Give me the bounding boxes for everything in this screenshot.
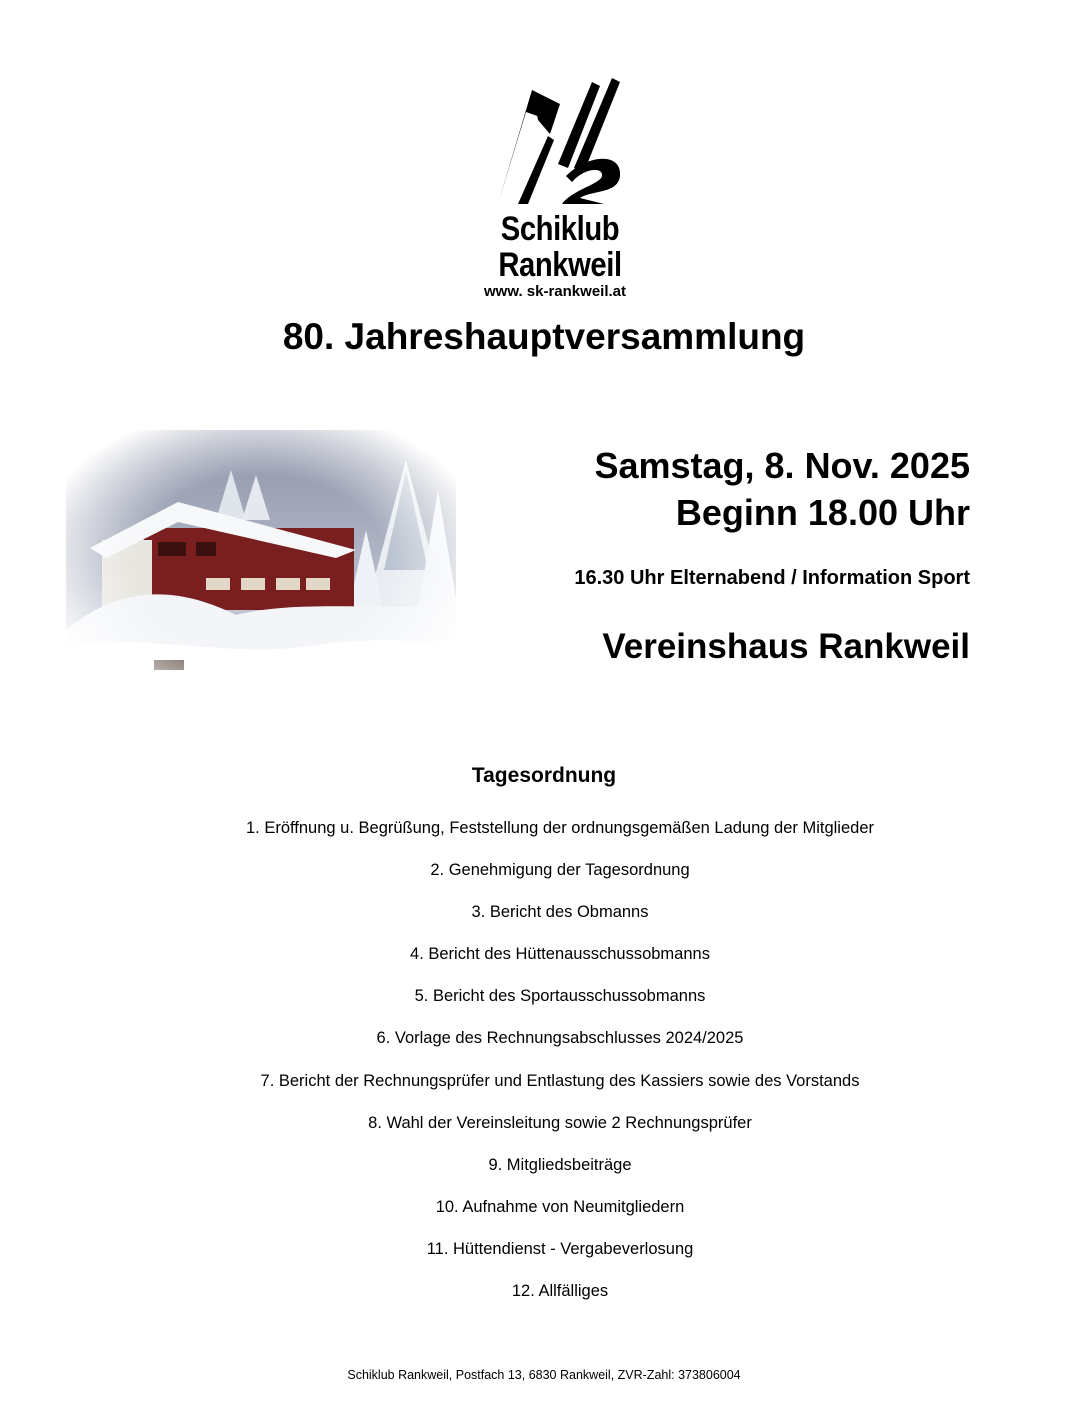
club-logo bbox=[470, 72, 660, 308]
agenda-item: 4. Bericht des Hüttenausschussobmanns bbox=[410, 945, 710, 964]
agenda-list bbox=[110, 818, 1010, 1323]
event-date: Samstag, 8. Nov. 2025 bbox=[594, 445, 970, 486]
website-url[interactable]: www. sk-rankweil.at bbox=[484, 283, 626, 300]
agenda-item: 10. Aufnahme von Neumitgliedern bbox=[435, 1197, 685, 1216]
logo-name-line1: Schiklub bbox=[500, 210, 620, 248]
agenda-item: 8. Wahl der Vereinsleitung sowie 2 Rechnungsprüfer bbox=[368, 1113, 752, 1132]
agenda-item: 12. Allfälliges bbox=[511, 1282, 609, 1301]
agenda-heading: Tagesordnung bbox=[471, 764, 617, 787]
agenda-item: 11. Hüttendienst - Vergabeverlosung bbox=[426, 1239, 694, 1258]
footer-address: Schiklub Rankweil, Postfach 13, 6830 Rankweil, ZVR-Zahl: 373806004 bbox=[347, 1368, 741, 1382]
snowy-hut-photo bbox=[66, 430, 456, 702]
page-title: 80. Jahreshauptversammlung bbox=[282, 316, 806, 357]
agenda-item: 6. Vorlage des Rechnungsabschlusses 2024/2025 bbox=[376, 1029, 744, 1048]
agenda-item: 9. Mitgliedsbeiträge bbox=[488, 1155, 632, 1174]
event-venue: Vereinshaus Rankweil bbox=[602, 627, 970, 666]
logo-name-line2: Rankweil bbox=[498, 246, 622, 284]
agenda-item: 1. Eröffnung u. Begrüßung, Feststellung der ordnungsgemäßen Ladung der Mitglieder bbox=[245, 819, 874, 837]
parents-evening-info: 16.30 Uhr Elternabend / Information Sport bbox=[574, 567, 970, 589]
event-start-time: Beginn 18.00 Uhr bbox=[675, 492, 970, 533]
ski-logo-mark bbox=[488, 76, 628, 211]
agenda-item: 5. Bericht des Sportausschussobmanns bbox=[414, 987, 706, 1006]
agenda-item: 3. Bericht des Obmanns bbox=[471, 903, 649, 922]
agenda-item: 7. Bericht der Rechnungsprüfer und Entlastung des Kassiers sowie des Vorstands bbox=[260, 1071, 860, 1090]
agenda-item: 2. Genehmigung der Tagesordnung bbox=[430, 861, 690, 880]
